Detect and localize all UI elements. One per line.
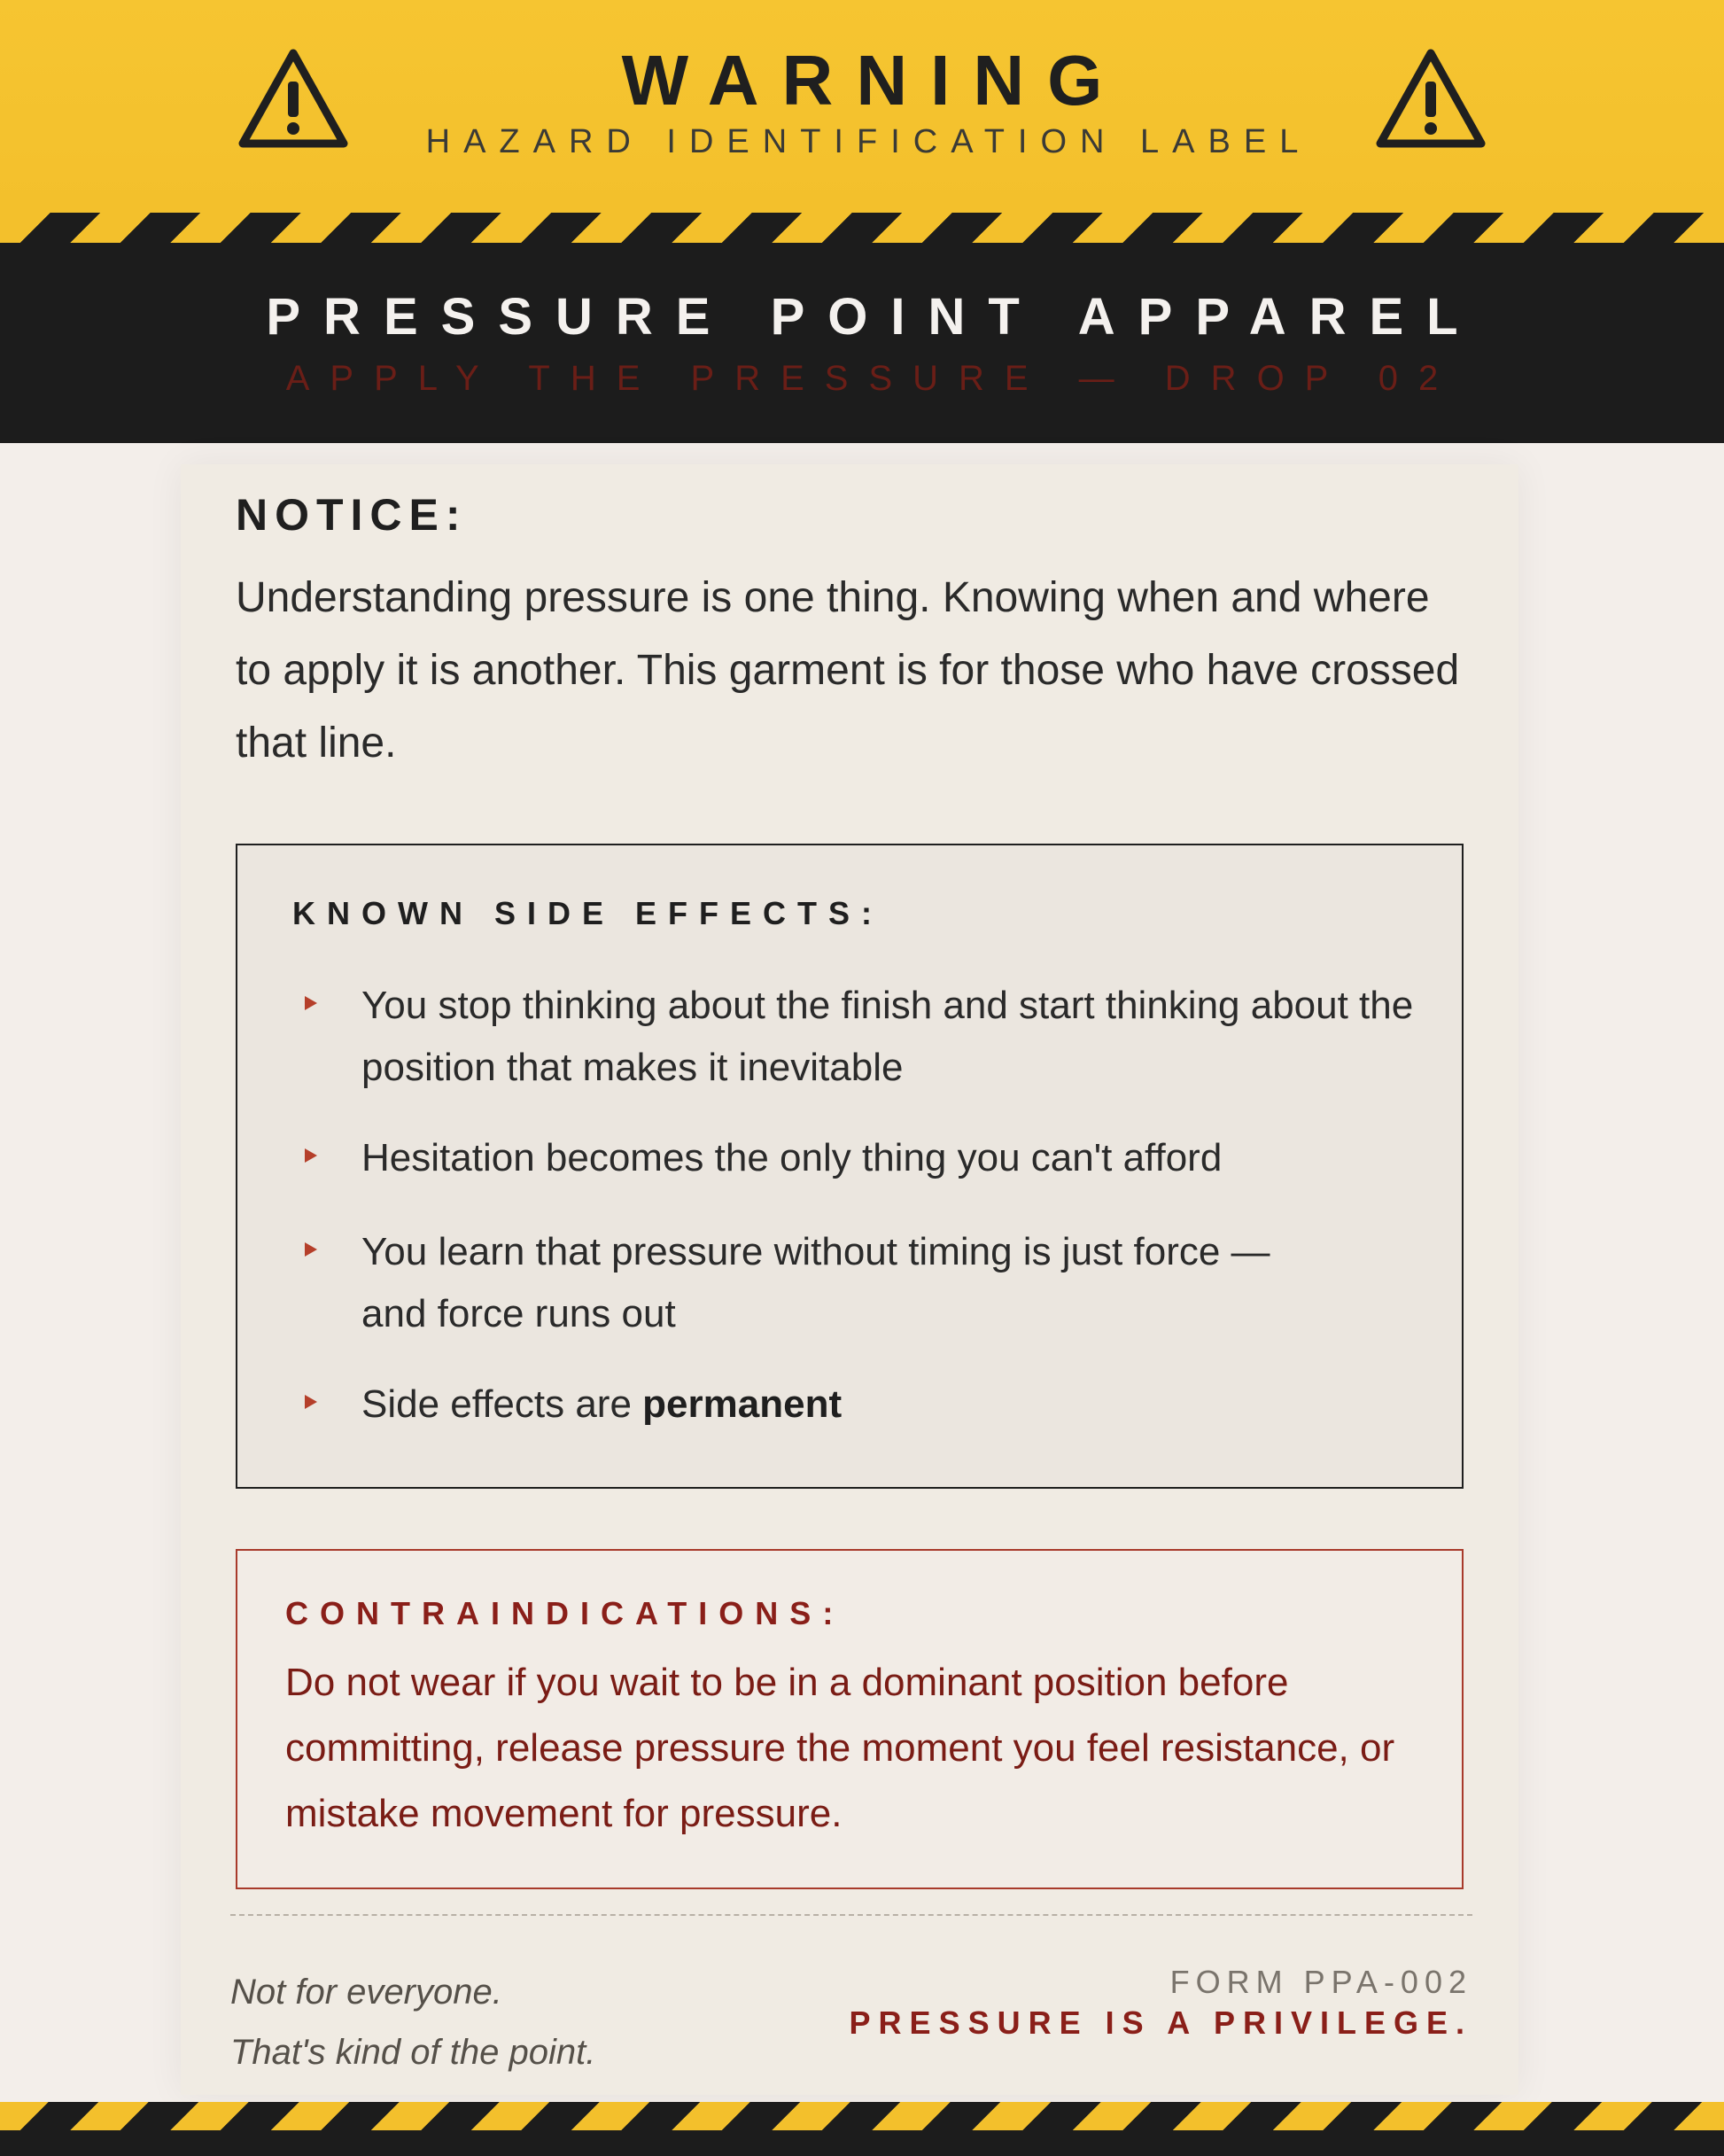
emphasis-text: permanent (642, 1382, 843, 1426)
list-item-lead: Side effects are (361, 1382, 643, 1426)
label-card (181, 464, 1518, 2095)
bullet-arrow-icon (305, 1242, 317, 1257)
footer-slogan: PRESSURE IS A PRIVILEGE. (849, 2004, 1472, 2041)
warning-subtitle: HAZARD IDENTIFICATION LABEL (425, 123, 1312, 160)
contraindications-heading: CONTRAINDICATIONS: (285, 1595, 845, 1631)
contraindications-body: Do not wear if you wait to be in a dominant position before committing, release pressure the moment you feel resistance, or mistake movement for pressure. (285, 1661, 1395, 1835)
brand-name: PRESSURE POINT APPAREL (266, 288, 1481, 346)
list-item-text: You stop thinking about the finish and start thinking about the position that makes it inevitable (361, 984, 1414, 1089)
notice-body: Understanding pressure is one thing. Knowing when and where to apply it is another. This garment is for those who have crossed that line. (236, 574, 1460, 767)
divider (230, 1914, 1472, 1916)
footer-tagline-2: That's kind of the point. (230, 2033, 596, 2072)
warning-triangle-icon (1373, 46, 1488, 151)
brand-band (0, 243, 1724, 443)
list-item-text (361, 1374, 1416, 1436)
bullet-arrow-icon (305, 996, 317, 1010)
bullet-arrow-icon (305, 1148, 317, 1163)
warning-title: WARNING (621, 41, 1126, 120)
side-effects-heading: KNOWN SIDE EFFECTS: (292, 895, 883, 931)
bottom-strip (0, 2130, 1724, 2156)
list-item-text: Hesitation becomes the only thing you can't afford (361, 1136, 1223, 1179)
notice-heading: NOTICE: (236, 490, 468, 540)
bullet-arrow-icon (305, 1395, 317, 1409)
footer-tagline-1: Not for everyone. (230, 1973, 502, 2012)
hazard-stripe-top (0, 213, 1724, 243)
brand-tagline: APPLY THE PRESSURE — DROP 02 (285, 359, 1459, 398)
warning-header (0, 0, 1724, 213)
contraindications-box (236, 1549, 1464, 1889)
hazard-stripe-bottom (0, 2102, 1724, 2130)
list-item-text: You learn that pressure without timing is just force — and force runs out (361, 1230, 1270, 1335)
side-effects-box (236, 844, 1464, 1489)
form-number: FORM PPA-002 (1169, 1964, 1472, 2000)
